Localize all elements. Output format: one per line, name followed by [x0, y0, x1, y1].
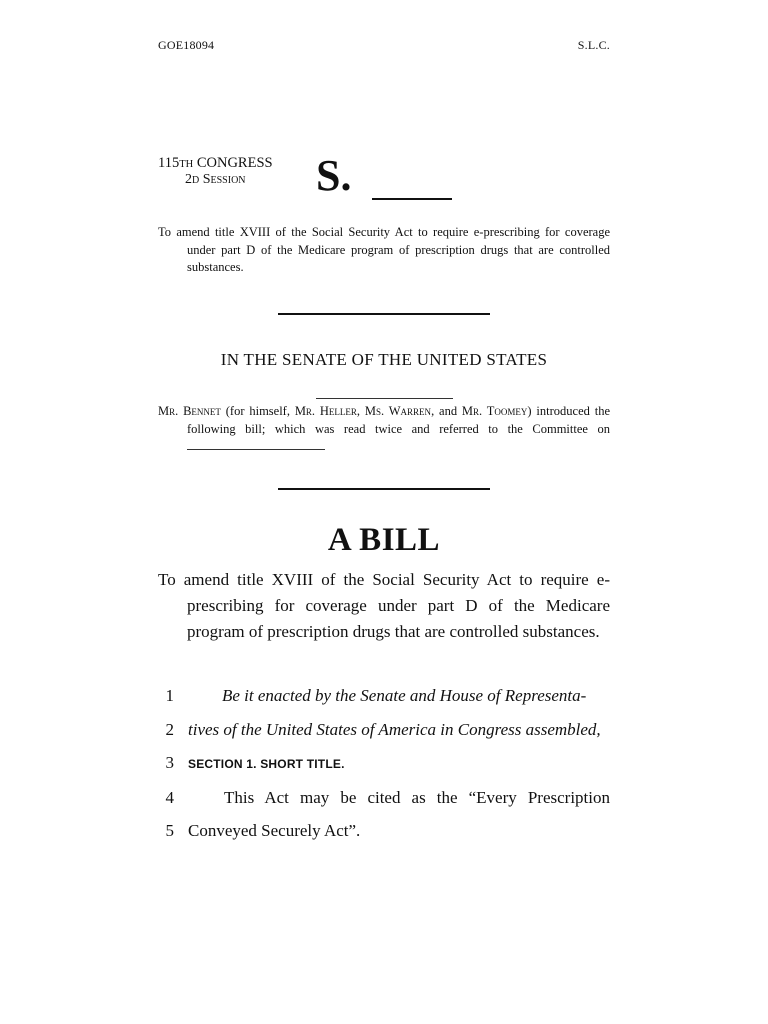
chamber-heading: IN THE SENATE OF THE UNITED STATES — [220, 350, 548, 369]
line-number: 5 — [165, 821, 174, 840]
line-number: 3 — [165, 753, 174, 772]
line-number: 4 — [165, 788, 174, 807]
cosponsor-name: Ms. Warren — [364, 404, 432, 418]
line-number: 1 — [165, 686, 174, 705]
introduction-paragraph: Mr. Bennet (for himself, Mr. Heller, Ms. Warren, and Mr. Toomey) introduced the following bill; which was read twice and referred to the Committee on — [158, 403, 610, 456]
enacting-clause: Be it enacted by the Senate and House of Representa- — [222, 686, 587, 705]
section-heading: SECTION 1. SHORT TITLE. — [188, 757, 345, 771]
sponsor-name: Mr. Bennet — [158, 404, 221, 418]
enacting-clause: tives of the United States of America in Congress assembled, — [188, 720, 601, 739]
congress-label: 115TH CONGRESS — [158, 155, 273, 171]
purpose-statement: To amend title XVIII of the Social Security Act to require e-prescribing for coverage under part D of the Medicare program of prescription drugs that are controlled substances. — [158, 225, 610, 274]
session-label: 2d Session — [185, 172, 246, 187]
bill-number-blank — [372, 198, 452, 200]
section-text: This Act may be cited as the “Every Prescription — [224, 788, 610, 807]
section-text: Conveyed Securely Act”. — [188, 821, 361, 840]
divider-rule-top — [278, 313, 490, 315]
cosponsor-name: Mr. Toomey — [461, 404, 528, 418]
line-number: 2 — [165, 720, 174, 739]
divider-rule-thin — [316, 398, 453, 399]
document-code: GOE18094 — [158, 38, 215, 52]
committee-blank — [187, 439, 325, 450]
cosponsor-name: Mr. Heller — [294, 404, 357, 418]
divider-rule-bottom — [278, 488, 490, 490]
long-title: To amend title XVIII of the Social Security Act to require e-prescribing for coverage under part D of the Medicare program of prescription drugs that are controlled substances. — [158, 570, 610, 641]
bill-heading: A BILL — [327, 522, 441, 558]
bill-number-prefix: S. — [316, 151, 352, 200]
slc-code: S.L.C. — [577, 38, 610, 52]
